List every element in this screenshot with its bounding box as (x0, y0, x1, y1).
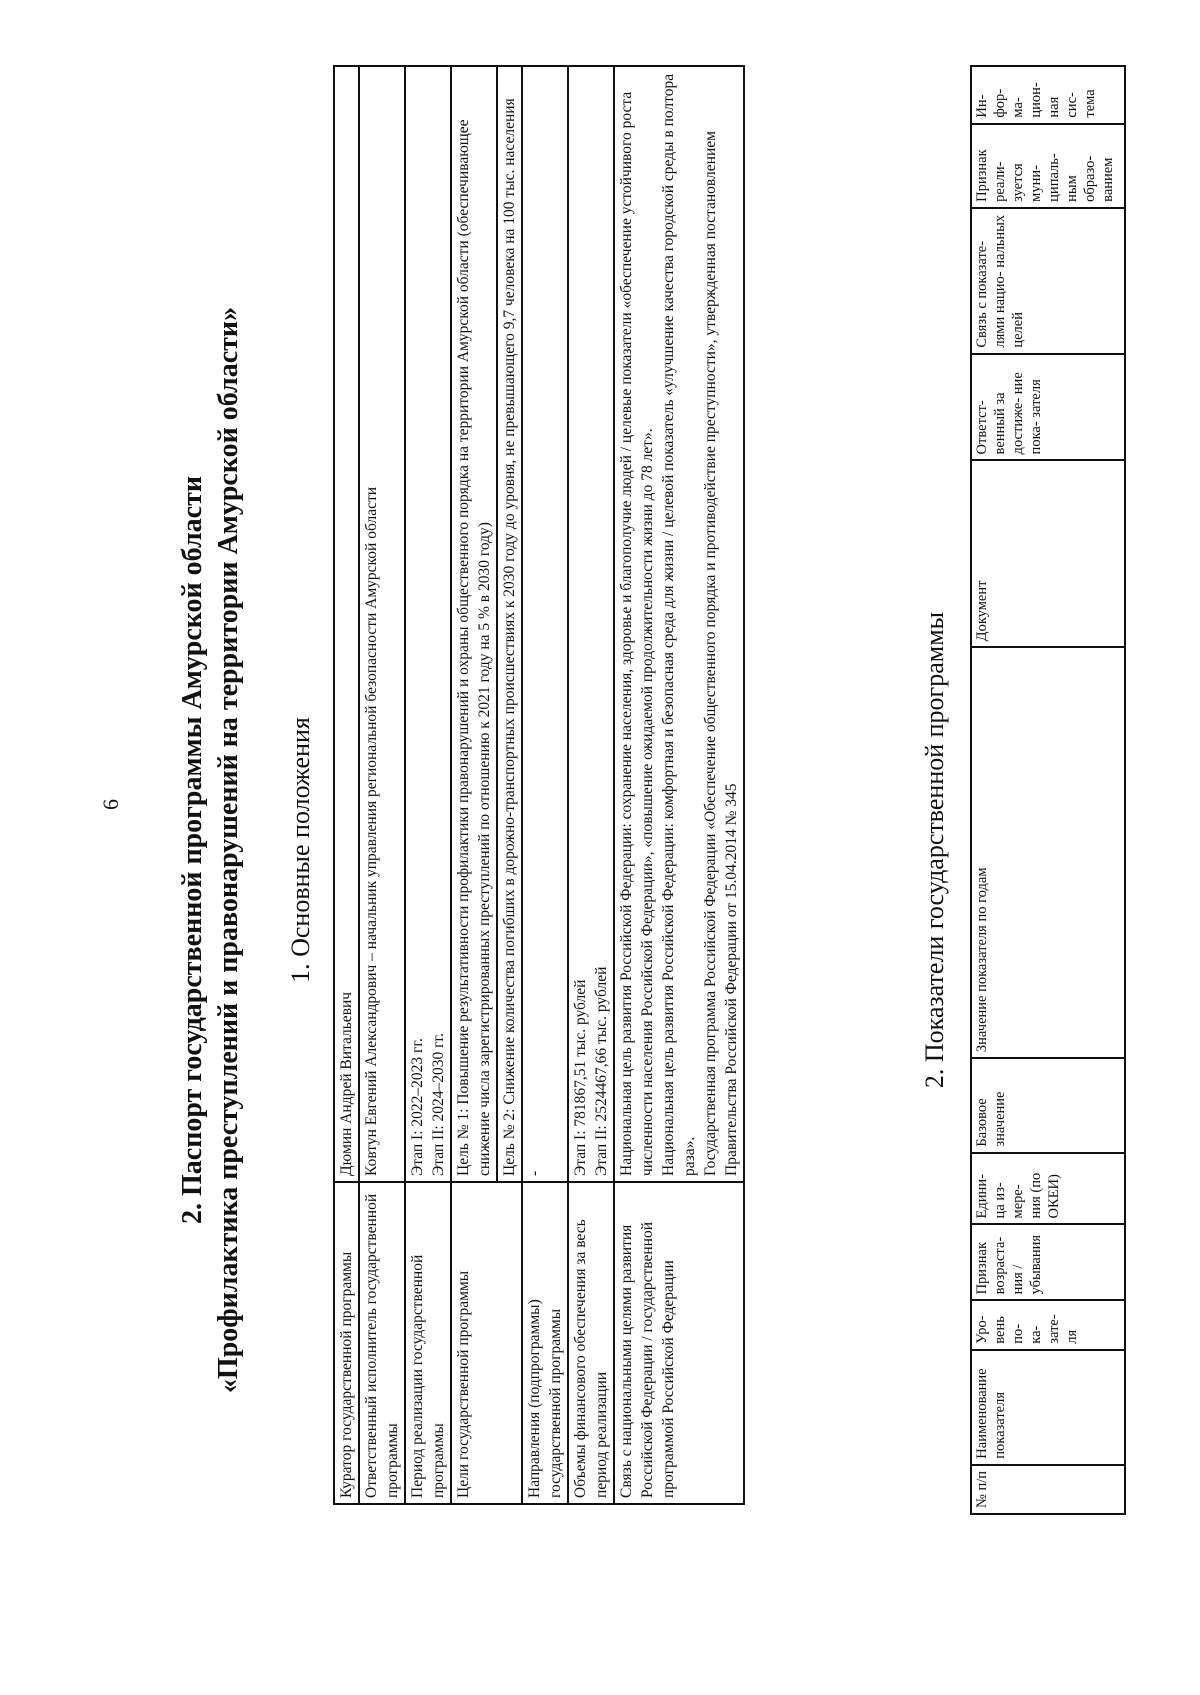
curator-label: Куратор государственной программы (334, 1182, 359, 1504)
column-header-responsible: Ответст- венный за достиже- ние пока- зателя (971, 354, 1125, 461)
funding-value (568, 66, 614, 1182)
national-goals-link-value (614, 66, 744, 1182)
goal-1: Цель № 1: Повышение результативности профилактики правонарушений и охраны общественного порядка на территории Амурской области (обеспечивающее снижение числа зарегистрированных преступлений по отношению к 2021 году на 5 % в 2030 году) (451, 66, 497, 1182)
executor-label: Ответственный исполнитель государственной программы (359, 1182, 405, 1504)
funding-label: Объемы финансового обеспечения за весь период реализации (568, 1182, 614, 1504)
column-header-national-goals-link: Связь с показате- лями нацио- нальных целей (971, 208, 1125, 354)
table-row (451, 66, 497, 1504)
rotated-page (90, 70, 1130, 1630)
period-label: Период реализации государственной программы (405, 1182, 451, 1504)
indicators-header-row (971, 66, 1125, 1514)
title-line-2: «Профилактика преступлений и правонарушений на территории Амурской области» (213, 306, 244, 1394)
table-row (614, 66, 744, 1504)
table-row (522, 66, 568, 1504)
national-goals-link-label: Связь с национальными целями развития Российской Федерации / государственной программой Российской Федерации (614, 1182, 744, 1504)
section-heading-indicators: 2. Показатели государственной программы (920, 611, 949, 1089)
main-provisions-table (333, 65, 745, 1505)
title-line-1: 2. Паспорт государственной программы Амурской области (177, 476, 208, 1224)
period-stage-2: Этап II: 2024–2030 гг. (430, 1032, 447, 1176)
column-header-document: Документ (971, 460, 1125, 647)
executor-value: Ковтун Евгений Александрович – начальник управления региональной безопасности Амурской области (359, 66, 405, 1182)
document-title (175, 70, 247, 1630)
column-header-trend: Признак возраста- ния / убывания (971, 1224, 1125, 1300)
table-row (405, 66, 451, 1504)
national-goal-paragraph-2: Национальная цель развития Российской Федерации: комфортная и безопасная среда для жизни / целевой показатель «улучшение качества городской среды в полтора раза». (660, 73, 698, 1176)
column-header-indicator-name: Наименование показателя (971, 1350, 1125, 1465)
national-goal-paragraph-1: Национальная цель развития Российской Федерации: сохранение населения, здоровье и благополучие людей / целевые показатели «обеспечение устойчивого роста численности населения Российской Федерации», «повышение ожидаемой продолжительности жизни до 78 лет». (618, 91, 656, 1176)
goal-2: Цель № 2: Снижение количества погибших в дорожно-транспортных происшествиях к 2030 году до уровня, не превышающего 9,7 человека на 100 тыс. населения (497, 66, 522, 1182)
goals-label: Цели государственной программы (451, 1182, 522, 1504)
funding-stage-2: Этап II: 2524467,66 тыс. рублей (593, 966, 610, 1176)
page-number: 6 (98, 799, 123, 810)
column-header-municipal: Признак реали- зуется муни- ципаль- ным образо- ванием (971, 124, 1125, 208)
curator-value: Дюмин Андрей Витальевич (334, 66, 359, 1182)
column-header-base-value: Базовое значение (971, 1058, 1125, 1152)
period-stage-1: Этап I: 2022–2023 гг. (409, 1038, 426, 1176)
table-row (334, 66, 359, 1504)
column-header-info-system: Ин- фор- ма- цион- ная сис- тема (971, 66, 1125, 124)
funding-stage-1: Этап I: 781867,51 тыс. рублей (572, 979, 589, 1176)
column-header-unit: Едини- ца из- мере- ния (по ОКЕИ) (971, 1153, 1125, 1225)
column-header-values-by-year: Значение показателя по годам (971, 647, 1125, 1058)
table-row (568, 66, 614, 1504)
section-heading-main-provisions: 1. Основные положения (286, 717, 315, 983)
column-header-number: № п/п (971, 1465, 1125, 1514)
column-header-level: Уро- вень по- ка- зате- ля (971, 1300, 1125, 1349)
table-row (359, 66, 405, 1504)
period-value (405, 66, 451, 1182)
directions-label: Направления (подпрограммы) государственной программы (522, 1182, 568, 1504)
state-program-paragraph: Государственная программа Российской Федерации «Обеспечение общественного порядка и противодействие преступности», утвержденная постановлением Правительства Российской Федерации от 15.04.2014 № 345 (702, 131, 740, 1176)
directions-value: - (522, 66, 568, 1182)
indicators-table (970, 65, 1126, 1515)
